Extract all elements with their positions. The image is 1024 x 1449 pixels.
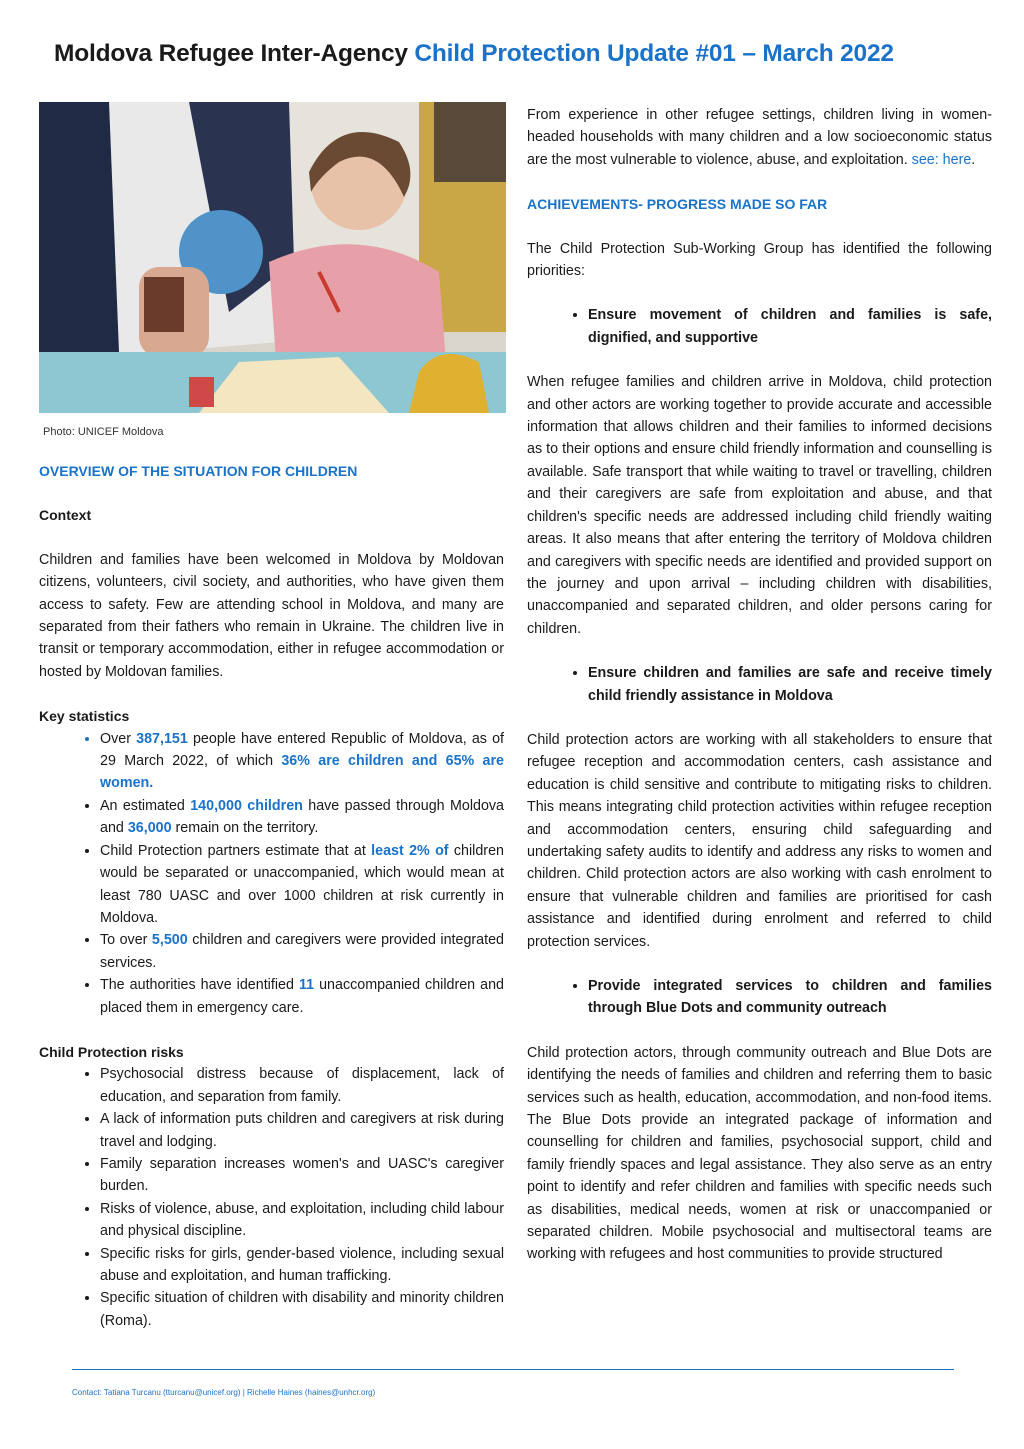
priority-2 (527, 662, 992, 707)
risk-item: • A lack of information puts children and caregivers at risk during travel and lodging. (100, 1108, 504, 1153)
risks-heading: Child Protection risks (39, 1043, 184, 1060)
right-column (527, 104, 992, 1266)
photo-caption: Photo: UNICEF Moldova (43, 426, 164, 438)
overview-heading: OVERVIEW OF THE SITUATION FOR CHILDREN (39, 463, 358, 479)
stat-item-passed: • An estimated 140,000 children have passed through Moldova and 36,000 remain on the territory. (100, 795, 504, 840)
priority-3 (527, 975, 992, 1020)
context-text: Children and families have been welcomed in Moldova by Moldovan citizens, volunteers, civil society, and authorities, who have given them access to safety. Few are attending school in Moldova, and many are separated from their fathers who remain in Ukraine. The children live in transit or temporary accommodation, either in refugee accommodation or hosted by Moldovan families. (39, 551, 504, 680)
page-title (54, 40, 994, 68)
footer-divider (72, 1369, 954, 1370)
priority-1-text: When refugee families and children arrive in Moldova, child protection and other actors are working together to provide accurate and accessible information that allows children and their families to informed decisions as to their options and ensure child friendly information and counselling is available. Safe transport that while waiting to travel or travelling, children and their caregivers are safe from exploitation and abuse, and that children's specific needs are addressed including child friendly waiting areas. It also means that after entering the territory of Moldova children and caregivers with specific needs are identified and provided support on the journey and upon arrival – including children with disabilities, unaccompanied and separated children, and older persons caring for children. (527, 374, 992, 637)
stat-item-unaccompanied: • The authorities have identified 11 unaccompanied children and placed them in emergency care. (100, 974, 504, 1019)
left-column (39, 102, 504, 1332)
risk-item: • Psychosocial distress because of displacement, lack of education, and separation from family. (100, 1063, 504, 1108)
stat-item-services: • To over 5,500 children and caregivers were provided integrated services. (100, 929, 504, 974)
priority-1-title: • Ensure movement of children and families is safe, dignified, and supportive (588, 304, 992, 349)
priority-3-title: • Provide integrated services to children and families through Blue Dots and community outreach (588, 975, 992, 1020)
risk-item: • Risks of violence, abuse, and exploitation, including child labour and physical discipline. (100, 1198, 504, 1243)
priorities-intro: The Child Protection Sub-Working Group has identified the following priorities: (527, 240, 992, 280)
see-here-link[interactable]: see: here (911, 151, 972, 168)
risk-item: • Specific risks for girls, gender-based violence, including sexual abuse and exploitation, and human trafficking. (100, 1243, 504, 1288)
risks-list (39, 1063, 504, 1332)
stat-item-separated: • Child Protection partners estimate that at least 2% of children would be separated or unaccompanied, which would mean at least 780 UASC and over 1000 children at risk currently in Moldova. (100, 840, 504, 930)
key-statistics-list (39, 728, 504, 1019)
intro-text: From experience in other refugee settings, children living in women-headed households with many children and a low socioeconomic status are the most vulnerable to violence, abuse, and exploitation. see: here. (527, 107, 992, 168)
achievements-heading: ACHIEVEMENTS- PROGRESS MADE SO FAR (527, 196, 828, 213)
footer-contact: Contact: Tatiana Turcanu (tturcanu@unicef.org) | Richelle Haines (haines@unhcr.org) (72, 1388, 376, 1397)
risk-item: • Family separation increases women's and UASC's caregiver burden. (100, 1153, 504, 1198)
photo-child-drawing (39, 102, 506, 413)
priority-1 (527, 304, 992, 349)
title-part2: Child Protection Update #01 – March 2022 (414, 40, 894, 67)
risk-item: • Specific situation of children with disability and minority children (Roma). (100, 1287, 504, 1332)
key-statistics-heading: Key statistics (39, 708, 130, 725)
priority-3-text: Child protection actors, through community outreach and Blue Dots are identifying the needs of families and children and referring them to basic services such as health, education, accommodation, and non-food items. The Blue Dots provide an integrated package of information and counselling for children and families, psychosocial support, child and family friendly spaces and legal assistance. They also serve as an entry point to identify and refer children and families with specific needs such as disabilities, medical needs, women at risk or unaccompanied or separated children. Mobile psychosocial and multisectoral teams are working with refugees and host communities to provide structured (527, 1044, 992, 1263)
title-part1: Moldova Refugee Inter-Agency (54, 40, 415, 67)
stat-item-entered: • Over 387,151 people have entered Republic of Moldova, as of 29 March 2022, of which 36% are children and 65% are women. (100, 728, 504, 795)
context-heading: Context (39, 507, 92, 524)
priority-2-title: • Ensure children and families are safe and receive timely child friendly assistance in Moldova (588, 662, 992, 707)
priority-2-text: Child protection actors are working with all stakeholders to ensure that refugee reception and accommodation centers, cash assistance and education is child sensitive and contribute to mitigating risks to children. This means integrating child protection activities within refugee reception and accommodation centers, ensuring child safeguarding and undertaking safety audits to identify and address any risks to women and children. Child protection actors are also working with cash enrolment to ensure that vulnerable children and families are prioritised for cash assistance and identified during enrolment and referred to child protection services. (527, 731, 992, 950)
